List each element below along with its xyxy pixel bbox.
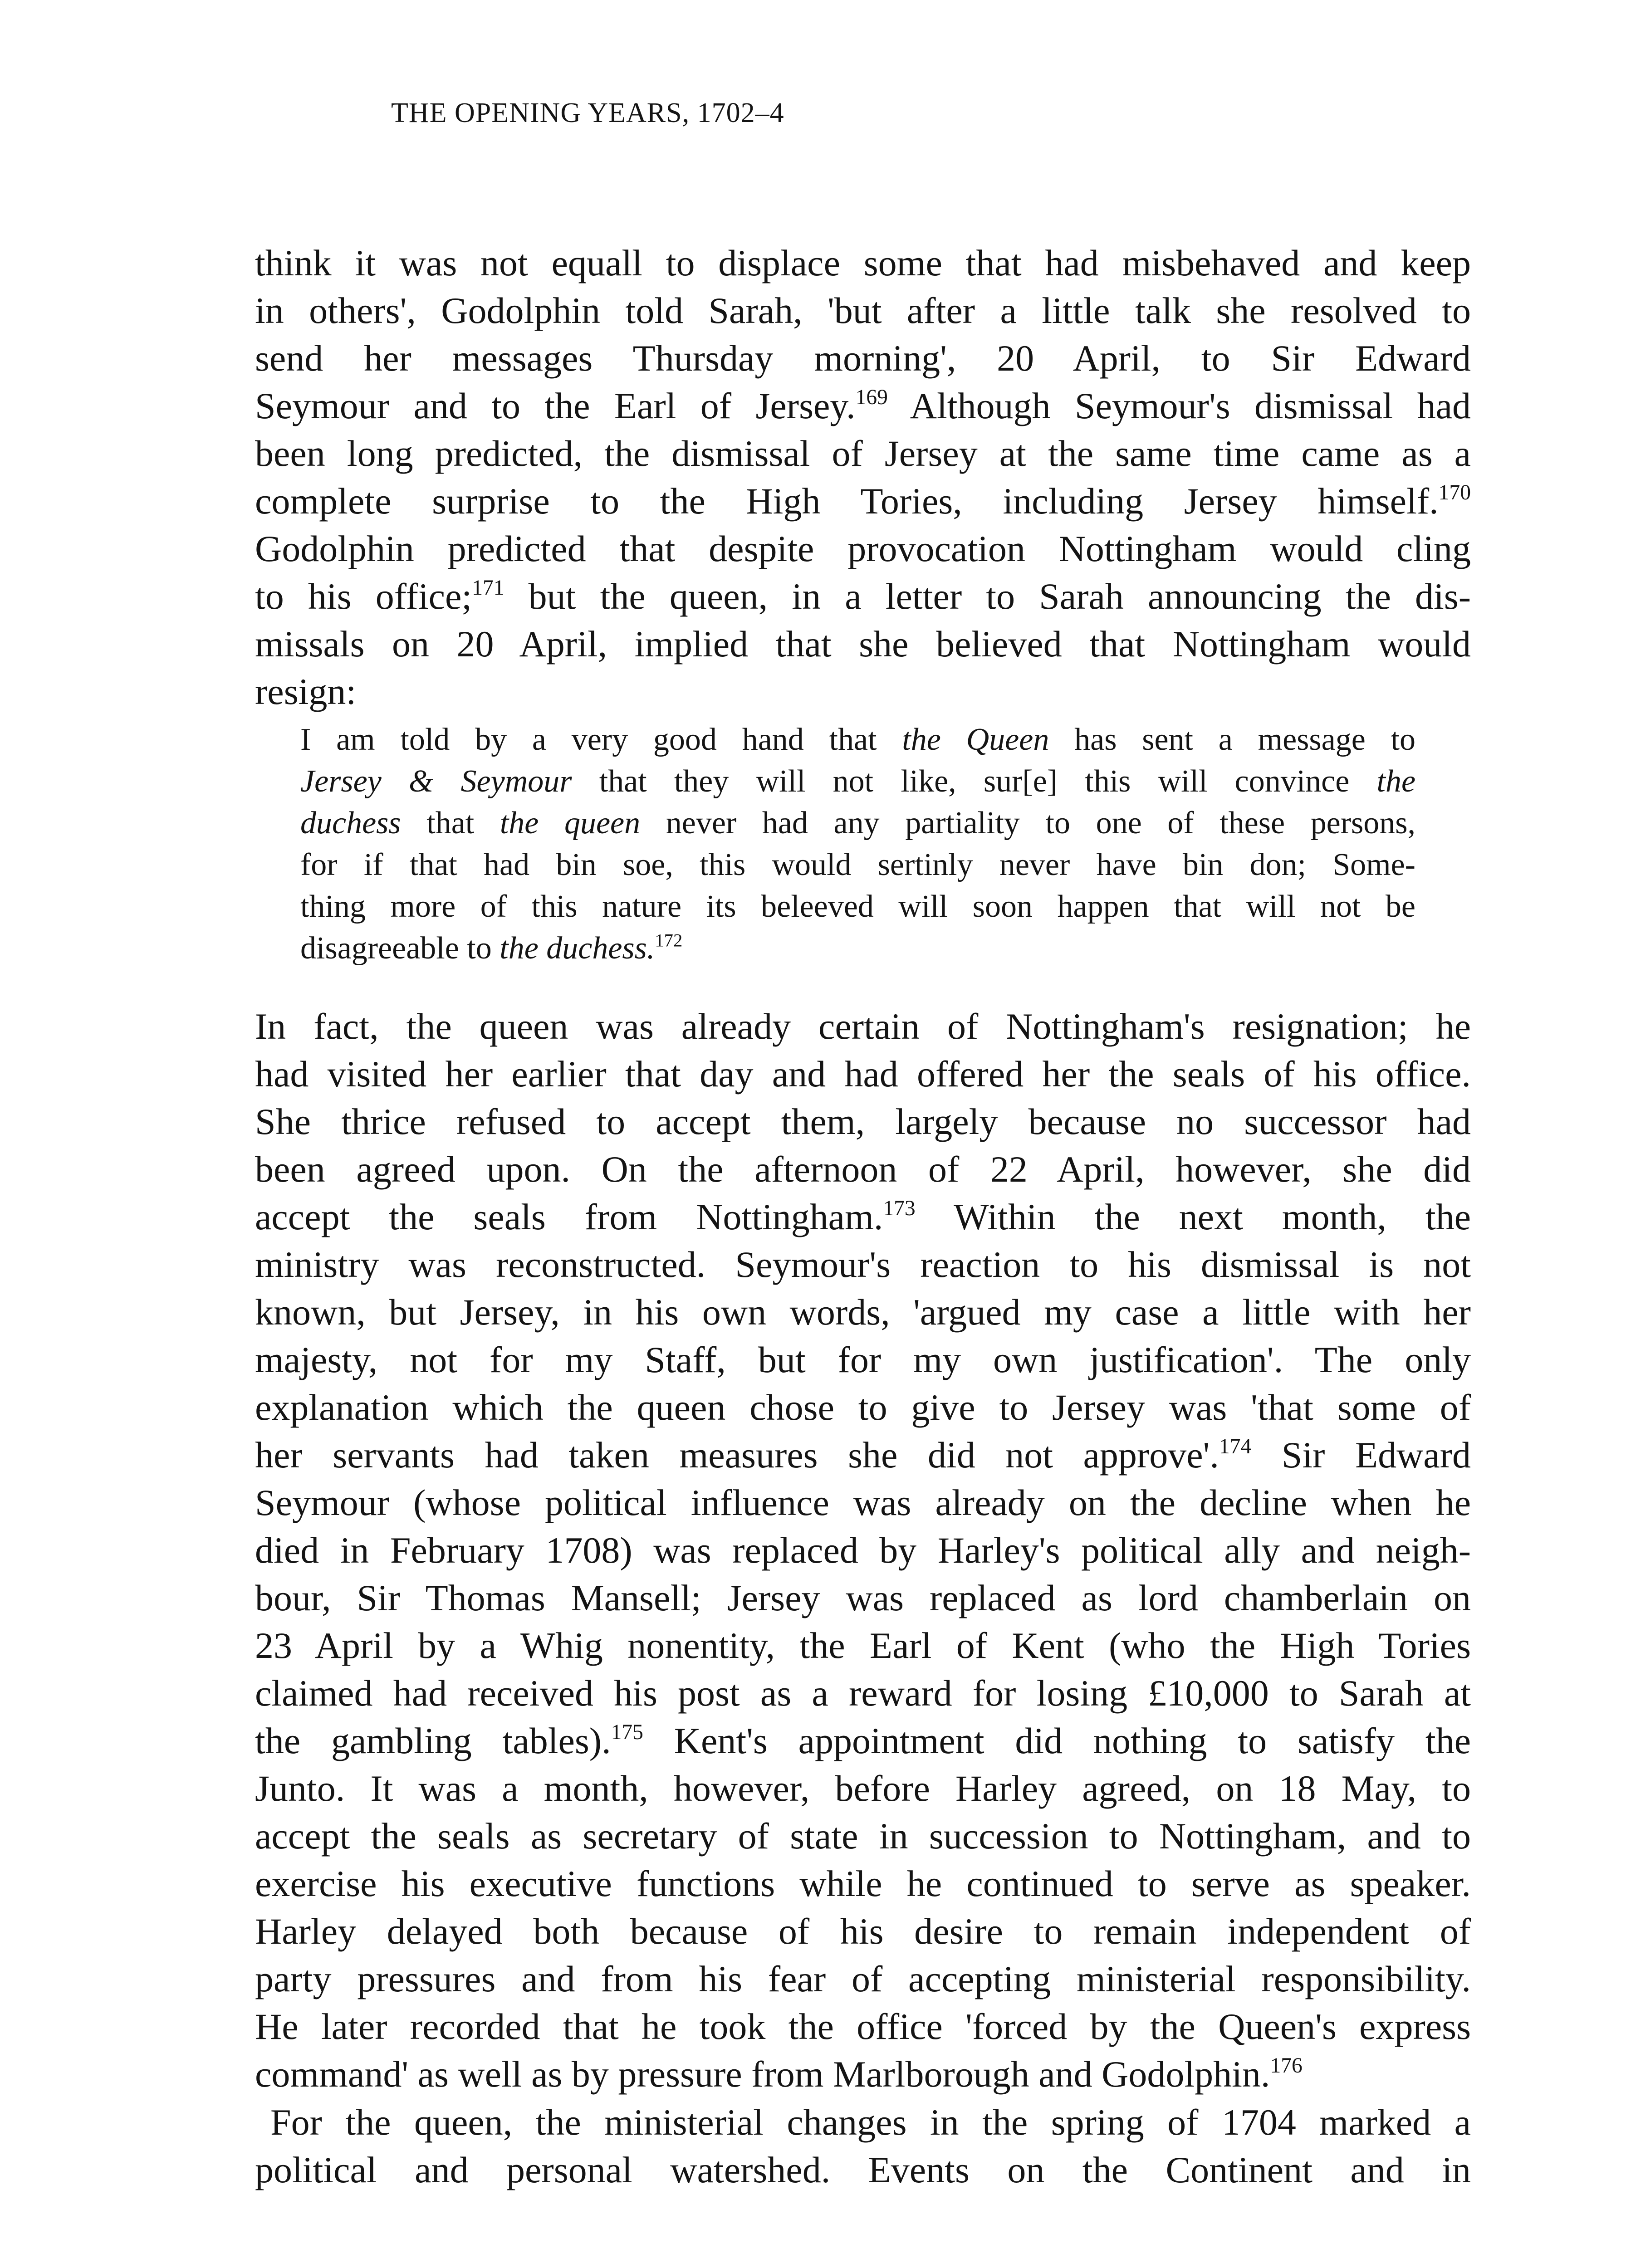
footnote-ref: 171 — [472, 576, 504, 600]
quote-line: I am told by a very good hand that the Queen has sent a message to — [300, 722, 1416, 757]
paragraph-1 — [255, 239, 1471, 715]
text-line: accept the seals as secretary of state in succession to Nottingham, and to — [255, 1815, 1471, 1857]
text-line: Seymour and to the Earl of Jersey.$^{169}$ Although Seymour's dismissal had — [255, 385, 1471, 426]
text-line: majesty, not for my Staff, but for my own justification'. The only — [255, 1339, 1471, 1380]
block-quotation — [300, 719, 1415, 969]
quote-line: duchess that the queen never had any partiality to one of these persons, — [300, 806, 1416, 841]
footnote-ref: 174 — [1219, 1435, 1252, 1459]
text-line: resign: — [255, 671, 357, 712]
text-line: her servants had taken measures she did not approve'.$^{174}$ Sir Edward — [255, 1434, 1471, 1476]
text-line: been agreed upon. On the afternoon of 22 April, however, she did — [255, 1149, 1471, 1190]
text-line: claimed had received his post as a reward for losing £10,000 to Sarah at — [255, 1672, 1471, 1714]
text-line: For the queen, the ministerial changes in the spring of 1704 marked a — [270, 2102, 1471, 2143]
text-line: bour, Sir Thomas Mansell; Jersey was replaced as lord chamberlain on — [255, 1577, 1471, 1618]
footnote-ref: 170 — [1438, 481, 1471, 505]
quote-line: thing more of this nature its beleeved will soon happen that will not be — [300, 889, 1415, 924]
quote-line: Jersey & Seymour that they will not like, sur[e] this will convince the — [300, 764, 1416, 799]
text-line: to his office;$^{171}$ but the queen, in a letter to Sarah announcing the dis- — [255, 576, 1471, 617]
text-line: Junto. It was a month, however, before Harley agreed, on 18 May, to — [255, 1768, 1471, 1809]
text-line: In fact, the queen was already certain of Nottingham's resignation; he — [255, 1006, 1471, 1047]
text-line: missals on 20 April, implied that she believed that Nottingham would — [255, 623, 1471, 665]
text-line: send her messages Thursday morning', 20 April, to Sir Edward — [255, 337, 1471, 379]
text-line: explanation which the queen chose to give to Jersey was 'that some of — [255, 1387, 1471, 1428]
footnote-ref: 176 — [1270, 2054, 1303, 2078]
text-line: had visited her earlier that day and had offered her the seals of his office. — [255, 1053, 1471, 1095]
text-line: exercise his executive functions while he continued to serve as speaker. — [255, 1863, 1471, 1904]
text-line: political and personal watershed. Events on the Continent and in — [255, 2149, 1471, 2190]
text-line: 23 April by a Whig nonentity, the Earl of Kent (who the High Tories — [255, 1625, 1471, 1666]
text-line: been long predicted, the dismissal of Jersey at the same time came as a — [255, 433, 1471, 474]
text-line: think it was not equall to displace some that had misbehaved and keep — [255, 242, 1471, 284]
text-line: in others', Godolphin told Sarah, 'but after a little talk she resolved to — [255, 290, 1471, 331]
text-line: Seymour (whose political influence was already on the decline when he — [255, 1482, 1471, 1523]
paragraph-2 — [255, 1002, 1471, 2098]
paragraph-3 — [255, 2098, 1471, 2194]
quote-line: disagreeable to the duchess.$^{172}$ — [300, 930, 683, 966]
text-line: Harley delayed both because of his desire to remain independent of — [255, 1911, 1471, 1952]
text-line: command' as well as by pressure from Marlborough and Godolphin.$^{176}$ — [255, 2053, 1303, 2095]
text-line: She thrice refused to accept them, largely because no successor had — [255, 1101, 1471, 1142]
text-line: ministry was reconstructed. Seymour's reaction to his dismissal is not — [255, 1244, 1471, 1285]
text-line: accept the seals from Nottingham.$^{173}$ Within the next month, the — [255, 1196, 1471, 1237]
footnote-ref: 172 — [655, 930, 683, 951]
text-line: complete surprise to the High Tories, including Jersey himself.$^{170}$ — [255, 480, 1471, 522]
text-line: died in February 1708) was replaced by Harley's political ally and neigh- — [255, 1530, 1471, 1571]
text-line: He later recorded that he took the office 'forced by the Queen's express — [255, 2006, 1471, 2047]
footnote-ref: 169 — [855, 386, 888, 410]
text-line: the gambling tables).$^{175}$ Kent's appointment did nothing to satisfy the — [255, 1720, 1471, 1761]
text-line: known, but Jersey, in his own words, 'argued my case a little with her — [255, 1291, 1471, 1333]
footnote-ref: 175 — [611, 1721, 643, 1745]
text-line: Godolphin predicted that despite provocation Nottingham would cling — [255, 528, 1471, 569]
running-head: THE OPENING YEARS, 1702–4 — [391, 98, 784, 128]
text-line: party pressures and from his fear of accepting ministerial responsibility. — [255, 1958, 1471, 1999]
quote-line: for if that had bin soe, this would sertinly never have bin don; Some- — [300, 847, 1415, 882]
footnote-ref: 173 — [883, 1197, 916, 1221]
